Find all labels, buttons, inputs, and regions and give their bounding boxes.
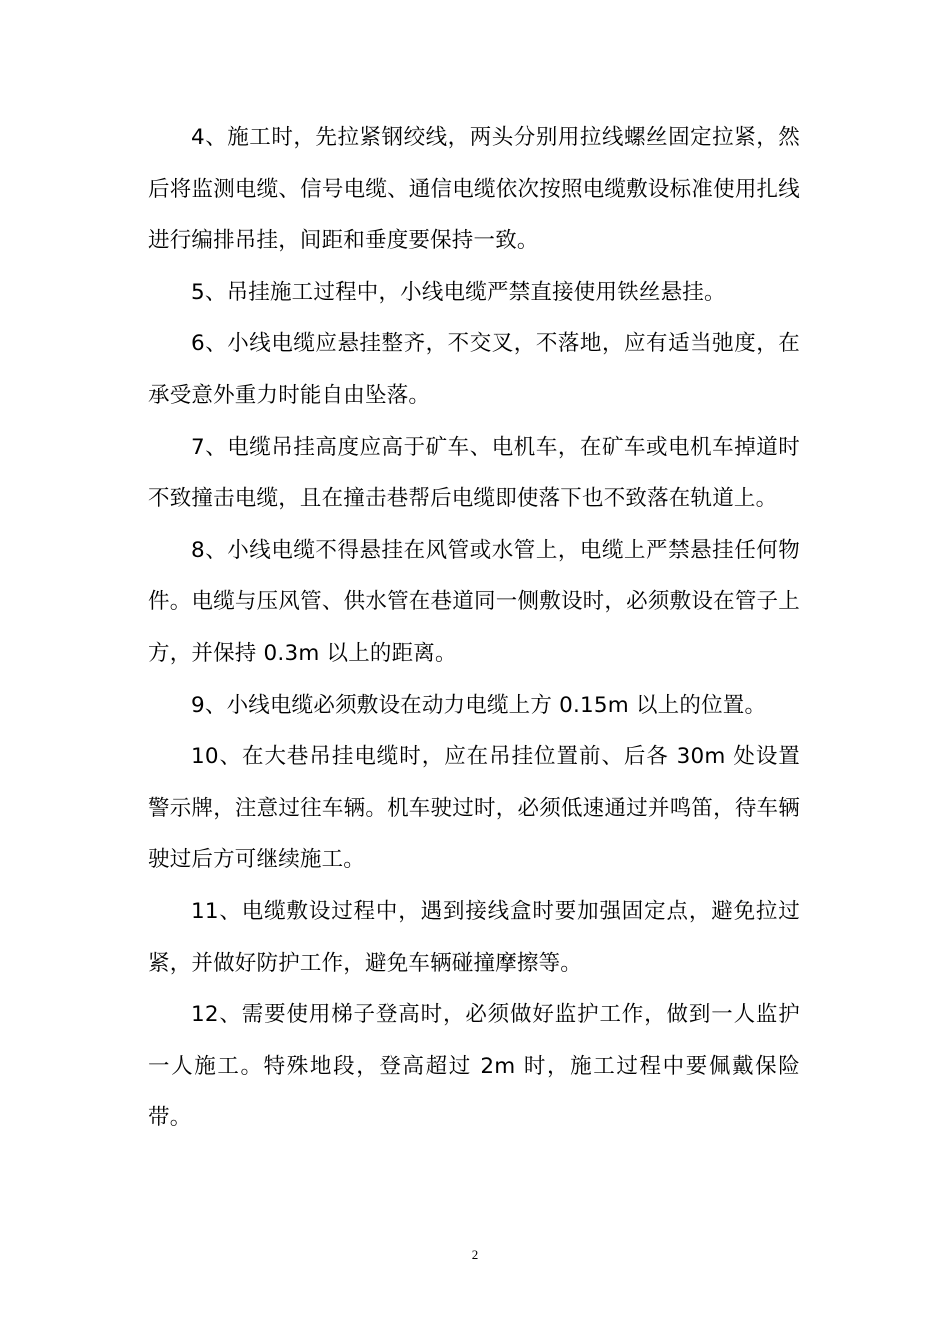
paragraph-item-12: 12、需要使用梯子登高时，必须做好监护工作，做到一人监护一人施工。特殊地段，登高超过 2m 时，施工过程中要佩戴保险带。 (148, 1002, 800, 1131)
paragraph-item-4: 4、施工时，先拉紧钢绞线，两头分别用拉线螺丝固定拉紧，然后将监测电缆、信号电缆、通信电缆依次按照电缆敷设标准使用扎线进行编排吊挂，间距和垂度要保持一致。 (148, 125, 800, 254)
page-number: 2 (471, 1247, 479, 1262)
paragraph-item-11: 11、电缆敷设过程中，遇到接线盒时要加强固定点，避免拉过紧，并做好防护工作，避免车辆碰撞摩擦等。 (148, 898, 800, 976)
paragraph-item-10: 10、在大巷吊挂电缆时，应在吊挂位置前、后各 30m 处设置警示牌，注意过往车辆。机车驶过时，必须低速通过并鸣笛，待车辆驶过后方可继续施工。 (148, 744, 800, 873)
body-text (148, 112, 800, 1144)
paragraph-item-9: 9、小线电缆必须敷设在动力电缆上方 0.15m 以上的位置。 (191, 692, 767, 718)
paragraph-item-5: 5、吊挂施工过程中，小线电缆严禁直接使用铁丝悬挂。 (191, 279, 726, 305)
paragraph-item-7: 7、电缆吊挂高度应高于矿车、电机车，在矿车或电机车掉道时不致撞击电缆，且在撞击巷帮后电缆即使落下也不致落在轨道上。 (148, 434, 800, 512)
paragraph-item-8: 8、小线电缆不得悬挂在风管或水管上，电缆上严禁悬挂任何物件。电缆与压风管、供水管在巷道同一侧敷设时，必须敷设在管子上方，并保持 0.3m 以上的距离。 (148, 537, 800, 666)
paragraph-item-6: 6、小线电缆应悬挂整齐，不交叉，不落地，应有适当弛度，在承受意外重力时能自由坠落。 (148, 331, 800, 408)
